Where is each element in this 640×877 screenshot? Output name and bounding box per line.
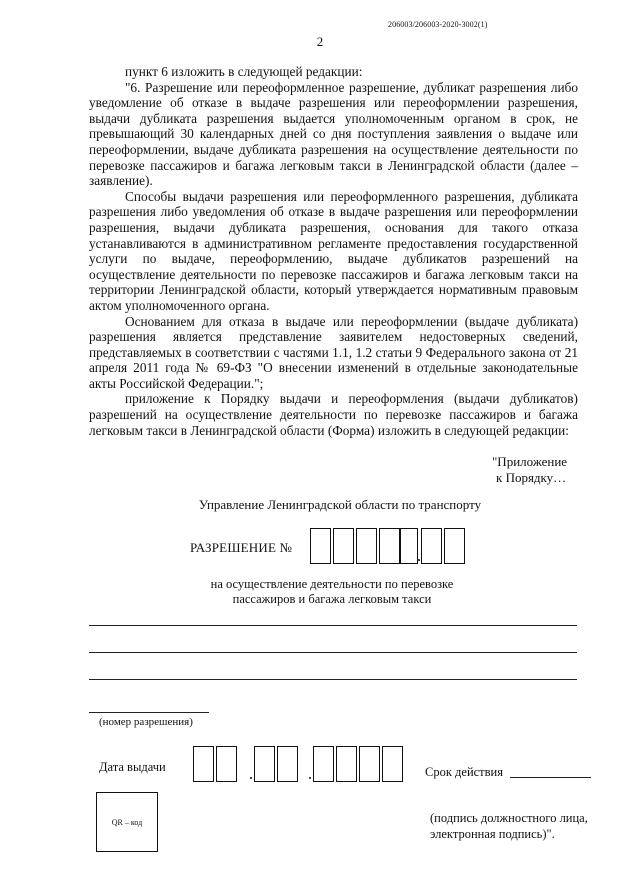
appendix-reference: [492, 454, 567, 486]
signature-caption: [430, 810, 588, 842]
body-text: [89, 64, 578, 438]
permit-digit-box[interactable]: [400, 528, 418, 564]
date-digit-box[interactable]: [277, 746, 298, 782]
permit-number-caption: (номер разрешения): [99, 716, 193, 728]
permit-digit-box[interactable]: [379, 528, 400, 564]
permit-digit-box[interactable]: [356, 528, 377, 564]
activity-line-2: пассажиров и багажа легковым такси: [232, 591, 432, 606]
validity-line[interactable]: [510, 777, 591, 778]
appendix-line-2: к Порядку…: [496, 470, 567, 485]
paragraph-appendix: приложение к Порядку выдачи и переоформления (выдачи дубликатов) разрешений на осуществление деятельности по перевозке пассажиров и багажа легковым такси в Ленинградской области (Форма) изложить в следующей редакции:: [89, 391, 578, 438]
permit-activity: [0, 577, 640, 606]
document-id: 206003/206003-2020-3002(1): [388, 20, 488, 29]
blank-line[interactable]: [89, 625, 577, 626]
date-digit-box[interactable]: [254, 746, 275, 782]
date-digit-box[interactable]: [382, 746, 403, 782]
permit-label: РАЗРЕШЕНИЕ №: [190, 540, 293, 555]
permit-digit-box[interactable]: [421, 528, 442, 564]
date-digit-box[interactable]: [313, 746, 334, 782]
permit-digit-box[interactable]: [310, 528, 331, 564]
paragraph-grounds: Основанием для отказа в выдаче или переоформлении (выдаче дубликата) разрешения является представление заявителем недостоверных сведений, представляемых в соответствии с частями 1.1, 1.2 статьи 9 Федерального закона от 21 апреля 2011 года № 69-ФЗ "О внесении изменений в отдельные законодательные акты Российской Федерации.";: [89, 313, 578, 391]
separator-dot: [250, 777, 252, 779]
date-digit-box[interactable]: [359, 746, 380, 782]
agency-name: Управление Ленинградской области по транспорту: [198, 497, 482, 512]
blank-line[interactable]: [89, 652, 577, 653]
issue-date-label: Дата выдачи: [99, 760, 166, 774]
date-digit-box[interactable]: [336, 746, 357, 782]
separator-dot: [418, 559, 420, 561]
qr-code-label: QR – код: [111, 817, 143, 827]
date-digit-box[interactable]: [193, 746, 214, 782]
date-digit-box[interactable]: [216, 746, 237, 782]
paragraph-methods: Способы выдачи разрешения или переоформленного разрешения, дубликата разрешения либо уведомления об отказе в выдаче разрешения или переоформлении разрешения, выдачи дубликата разрешения, основания для такого отказа устанавливаются в административном регламенте предоставления государственной услуги по выдаче, переоформлению, выдаче дубликатов разрешений на осуществление деятельности по перевозке пассажиров и багажа легковым такси на территории Ленинградской области, который утверждается нормативным правовым актом уполномоченного органа.: [89, 188, 578, 313]
paragraph-intro: пункт 6 изложить в следующей редакции:: [125, 64, 363, 79]
appendix-line-1: "Приложение: [492, 454, 568, 469]
activity-line-1: на осуществление деятельности по перевозке: [210, 577, 454, 591]
signature-line-2: электронная подпись)".: [430, 827, 555, 841]
validity-label: Срок действия: [425, 765, 503, 779]
blank-line[interactable]: [89, 679, 577, 680]
permit-digit-box[interactable]: [444, 528, 465, 564]
separator-dot: [309, 777, 311, 779]
page-number: 2: [316, 34, 324, 49]
signature-line-1: (подпись должностного лица,: [430, 811, 588, 825]
permit-digit-box[interactable]: [333, 528, 354, 564]
permit-number-line[interactable]: [89, 712, 209, 713]
qr-code-box: [96, 792, 158, 852]
paragraph-item-6: "6. Разрешение или переоформленное разрешение, дубликат разрешения либо уведомление об отказе в выдаче разрешения или переоформлении разрешения, выдачи дубликата разрешения выдается уполномоченным органом в срок, не превышающий 30 календарных дней со дня поступления заявления о выдаче или переоформлении, выдаче дубликата разрешения на осуществление деятельности по перевозке пассажиров и багажа легковым такси в Ленинградской области (далее – заявление).: [89, 79, 578, 189]
